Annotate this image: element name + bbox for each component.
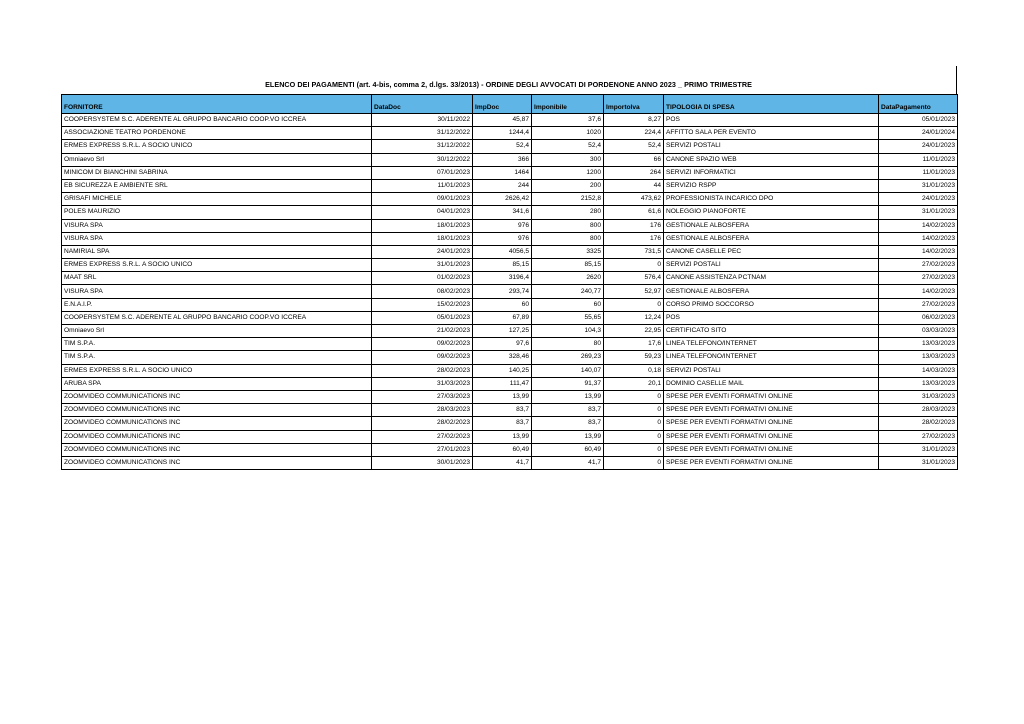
cell-data-doc: 09/02/2023 [372,338,473,351]
cell-tipologia: CORSO PRIMO SOCCORSO [664,298,879,311]
cell-fornitore: GRISAFI MICHELE [62,193,372,206]
document-title: ELENCO DEI PAGAMENTI (art. 4-bis, comma 2, d.lgs. 33/2013) - ORDINE DEGLI AVVOCATI DI PORDENONE ANNO 2023 _ PRIMO TRIMESTRE [265,80,752,89]
cell-imponibile: 52,4 [532,140,604,153]
cell-importo-iva: 731,5 [604,245,664,258]
cell-tipologia: PROFESSIONISTA INCARICO DPO [664,193,879,206]
cell-imp-doc: 52,4 [473,140,532,153]
table-row [62,232,958,245]
cell-tipologia: GESTIONALE ALBOSFERA [664,285,879,298]
cell-data-pagamento: 27/02/2023 [879,272,958,285]
cell-data-doc: 31/01/2023 [372,259,473,272]
cell-importo-iva: 0 [604,404,664,417]
cell-data-doc: 24/01/2023 [372,245,473,258]
cell-fornitore: COOPERSYSTEM S.C. ADERENTE AL GRUPPO BANCARIO COOP.VO ICCREA [62,114,372,127]
column-header-importo-iva: ImportoIva [604,95,664,114]
cell-data-pagamento: 14/02/2023 [879,245,958,258]
cell-imp-doc: 83,7 [473,404,532,417]
cell-fornitore: Omniaevo Srl [62,153,372,166]
cell-data-doc: 21/02/2023 [372,325,473,338]
cell-tipologia: CANONE CASELLE PEC [664,245,879,258]
cell-importo-iva: 0 [604,443,664,456]
cell-fornitore: MINICOM DI BIANCHINI SABRINA [62,166,372,179]
table-row [62,338,958,351]
cell-tipologia: DOMINIO CASELLE MAIL [664,377,879,390]
column-header-tipologia: TIPOLOGIA DI SPESA [664,95,879,114]
cell-importo-iva: 576,4 [604,272,664,285]
cell-fornitore: VISURA SPA [62,232,372,245]
column-header-data-pagamento: DataPagamento [879,95,958,114]
cell-tipologia: SPESE PER EVENTI FORMATIVI ONLINE [664,417,879,430]
cell-importo-iva: 22,95 [604,325,664,338]
cell-imp-doc: 2626,42 [473,193,532,206]
table-row [62,364,958,377]
cell-imponibile: 2152,8 [532,193,604,206]
cell-fornitore: ZOOMVIDEO COMMUNICATIONS INC [62,404,372,417]
cell-data-pagamento: 05/01/2023 [879,114,958,127]
cell-imp-doc: 13,99 [473,390,532,403]
cell-imp-doc: 13,99 [473,430,532,443]
table-row [62,245,958,258]
cell-importo-iva: 12,24 [604,311,664,324]
table-row [62,285,958,298]
cell-imp-doc: 976 [473,219,532,232]
cell-data-doc: 09/01/2023 [372,193,473,206]
cell-data-pagamento: 14/02/2023 [879,232,958,245]
cell-imponibile: 60,49 [532,443,604,456]
cell-data-pagamento: 14/03/2023 [879,364,958,377]
column-header-imp-doc: ImpDoc [473,95,532,114]
cell-tipologia: LINEA TELEFONO/INTERNET [664,351,879,364]
cell-data-pagamento: 31/01/2023 [879,456,958,469]
cell-imponibile: 13,99 [532,390,604,403]
cell-data-doc: 28/03/2023 [372,404,473,417]
cell-data-doc: 04/01/2023 [372,206,473,219]
cell-imp-doc: 60 [473,298,532,311]
cell-importo-iva: 8,27 [604,114,664,127]
cell-tipologia: POS [664,311,879,324]
cell-data-doc: 27/03/2023 [372,390,473,403]
cell-importo-iva: 17,6 [604,338,664,351]
payments-table [61,94,958,470]
table-row [62,206,958,219]
cell-tipologia: GESTIONALE ALBOSFERA [664,232,879,245]
cell-imponibile: 83,7 [532,404,604,417]
cell-imp-doc: 328,46 [473,351,532,364]
cell-imp-doc: 127,25 [473,325,532,338]
table-row [62,417,958,430]
cell-data-pagamento: 31/01/2023 [879,443,958,456]
cell-tipologia: CERTIFICATO SITO [664,325,879,338]
cell-importo-iva: 176 [604,219,664,232]
table-header-row [62,95,958,114]
cell-tipologia: SERVIZI POSTALI [664,259,879,272]
cell-data-doc: 18/01/2023 [372,232,473,245]
cell-fornitore: ZOOMVIDEO COMMUNICATIONS INC [62,443,372,456]
cell-data-pagamento: 11/01/2023 [879,153,958,166]
cell-data-doc: 08/02/2023 [372,285,473,298]
cell-imponibile: 85,15 [532,259,604,272]
cell-imponibile: 83,7 [532,417,604,430]
cell-importo-iva: 0 [604,259,664,272]
cell-data-doc: 31/03/2023 [372,377,473,390]
cell-importo-iva: 52,4 [604,140,664,153]
cell-fornitore: NAMIRIAL SPA [62,245,372,258]
table-row [62,351,958,364]
cell-importo-iva: 473,62 [604,193,664,206]
cell-tipologia: SPESE PER EVENTI FORMATIVI ONLINE [664,456,879,469]
cell-data-pagamento: 31/01/2023 [879,179,958,192]
cell-imponibile: 55,65 [532,311,604,324]
cell-imponibile: 80 [532,338,604,351]
cell-data-pagamento: 13/03/2023 [879,377,958,390]
cell-imponibile: 60 [532,298,604,311]
cell-data-doc: 27/01/2023 [372,443,473,456]
cell-imponibile: 280 [532,206,604,219]
cell-data-doc: 09/02/2023 [372,351,473,364]
cell-data-pagamento: 31/01/2023 [879,206,958,219]
cell-data-doc: 30/12/2022 [372,153,473,166]
cell-data-doc: 11/01/2023 [372,179,473,192]
table-body [62,114,958,470]
cell-imp-doc: 60,49 [473,443,532,456]
cell-data-doc: 27/02/2023 [372,430,473,443]
cell-fornitore: VISURA SPA [62,219,372,232]
cell-importo-iva: 0 [604,456,664,469]
cell-importo-iva: 0 [604,430,664,443]
cell-fornitore: E.N.A.I.P. [62,298,372,311]
cell-data-pagamento: 28/02/2023 [879,417,958,430]
cell-data-pagamento: 03/03/2023 [879,325,958,338]
cell-importo-iva: 52,97 [604,285,664,298]
cell-imponibile: 2620 [532,272,604,285]
cell-tipologia: SPESE PER EVENTI FORMATIVI ONLINE [664,443,879,456]
table-row [62,114,958,127]
cell-imponibile: 800 [532,219,604,232]
cell-imp-doc: 111,47 [473,377,532,390]
cell-fornitore: TIM S.P.A. [62,351,372,364]
cell-imponibile: 104,3 [532,325,604,338]
cell-fornitore: ARUBA SPA [62,377,372,390]
cell-data-pagamento: 28/03/2023 [879,404,958,417]
cell-fornitore: MAAT SRL [62,272,372,285]
table-row [62,140,958,153]
cell-imp-doc: 3196,4 [473,272,532,285]
cell-tipologia: CANONE ASSISTENZA PCTNAM [664,272,879,285]
cell-data-pagamento: 14/02/2023 [879,219,958,232]
cell-tipologia: AFFITTO SALA PER EVENTO [664,127,879,140]
table-row [62,272,958,285]
cell-fornitore: ZOOMVIDEO COMMUNICATIONS INC [62,390,372,403]
cell-imponibile: 200 [532,179,604,192]
cell-imp-doc: 4056,5 [473,245,532,258]
cell-importo-iva: 0,18 [604,364,664,377]
table-row [62,390,958,403]
cell-imp-doc: 83,7 [473,417,532,430]
cell-data-pagamento: 13/03/2023 [879,351,958,364]
cell-tipologia: SERVIZI INFORMATICI [664,166,879,179]
cell-importo-iva: 66 [604,153,664,166]
cell-data-pagamento: 27/02/2023 [879,298,958,311]
table-row [62,259,958,272]
cell-imponibile: 91,37 [532,377,604,390]
cell-imponibile: 3325 [532,245,604,258]
cell-data-doc: 28/02/2023 [372,364,473,377]
cell-imp-doc: 97,6 [473,338,532,351]
cell-data-pagamento: 31/03/2023 [879,390,958,403]
column-header-fornitore: FORNITORE [62,95,372,114]
cell-imp-doc: 67,89 [473,311,532,324]
cell-imp-doc: 293,74 [473,285,532,298]
cell-imponibile: 1020 [532,127,604,140]
cell-tipologia: LINEA TELEFONO/INTERNET [664,338,879,351]
table-row [62,166,958,179]
cell-data-pagamento: 14/02/2023 [879,285,958,298]
cell-fornitore: EB SICUREZZA E AMBIENTE SRL [62,179,372,192]
cell-data-doc: 01/02/2023 [372,272,473,285]
cell-imponibile: 41,7 [532,456,604,469]
cell-imponibile: 240,77 [532,285,604,298]
column-header-imponibile: Imponibile [532,95,604,114]
table-row [62,311,958,324]
cell-data-pagamento: 27/02/2023 [879,259,958,272]
cell-data-doc: 18/01/2023 [372,219,473,232]
cell-importo-iva: 264 [604,166,664,179]
cell-fornitore: ZOOMVIDEO COMMUNICATIONS INC [62,456,372,469]
cell-importo-iva: 0 [604,417,664,430]
cell-fornitore: VISURA SPA [62,285,372,298]
cell-fornitore: ERMES EXPRESS S.R.L. A SOCIO UNICO [62,259,372,272]
cell-data-pagamento: 24/01/2023 [879,140,958,153]
cell-fornitore: POLES MAURIZIO [62,206,372,219]
cell-data-pagamento: 06/02/2023 [879,311,958,324]
cell-data-pagamento: 27/02/2023 [879,430,958,443]
cell-imponibile: 37,6 [532,114,604,127]
cell-tipologia: NOLEGGIO PIANOFORTE [664,206,879,219]
cell-tipologia: GESTIONALE ALBOSFERA [664,219,879,232]
cell-tipologia: SPESE PER EVENTI FORMATIVI ONLINE [664,404,879,417]
cell-tipologia: SPESE PER EVENTI FORMATIVI ONLINE [664,430,879,443]
cell-data-pagamento: 24/01/2023 [879,193,958,206]
cell-imponibile: 300 [532,153,604,166]
cell-tipologia: SERVIZIO RSPP [664,179,879,192]
cell-data-doc: 31/12/2022 [372,127,473,140]
cell-fornitore: ASSOCIAZIONE TEATRO PORDENONE [62,127,372,140]
cell-fornitore: ERMES EXPRESS S.R.L. A SOCIO UNICO [62,364,372,377]
cell-data-pagamento: 13/03/2023 [879,338,958,351]
cell-tipologia: POS [664,114,879,127]
table-row [62,404,958,417]
column-header-data-doc: DataDoc [372,95,473,114]
cell-imponibile: 269,23 [532,351,604,364]
cell-imp-doc: 140,25 [473,364,532,377]
cell-importo-iva: 224,4 [604,127,664,140]
table-row [62,456,958,469]
sheet-border-line [956,66,957,94]
cell-imponibile: 800 [532,232,604,245]
cell-imp-doc: 1244,4 [473,127,532,140]
cell-imp-doc: 976 [473,232,532,245]
cell-fornitore: Omniaevo Srl [62,325,372,338]
table-row [62,298,958,311]
cell-data-pagamento: 11/01/2023 [879,166,958,179]
cell-tipologia: CANONE SPAZIO WEB [664,153,879,166]
cell-importo-iva: 176 [604,232,664,245]
table-row [62,127,958,140]
table-row [62,179,958,192]
cell-imp-doc: 85,15 [473,259,532,272]
cell-data-pagamento: 24/01/2024 [879,127,958,140]
cell-fornitore: TIM S.P.A. [62,338,372,351]
table-row [62,325,958,338]
cell-fornitore: COOPERSYSTEM S.C. ADERENTE AL GRUPPO BANCARIO COOP.VO ICCREA [62,311,372,324]
cell-imp-doc: 45,87 [473,114,532,127]
cell-imponibile: 13,99 [532,430,604,443]
cell-importo-iva: 59,23 [604,351,664,364]
cell-data-doc: 30/01/2023 [372,456,473,469]
table-row [62,443,958,456]
cell-data-doc: 15/02/2023 [372,298,473,311]
cell-data-doc: 05/01/2023 [372,311,473,324]
cell-imp-doc: 341,6 [473,206,532,219]
cell-data-doc: 31/12/2022 [372,140,473,153]
cell-fornitore: ZOOMVIDEO COMMUNICATIONS INC [62,430,372,443]
cell-imp-doc: 244 [473,179,532,192]
cell-imp-doc: 1464 [473,166,532,179]
cell-imponibile: 1200 [532,166,604,179]
cell-importo-iva: 44 [604,179,664,192]
cell-tipologia: SPESE PER EVENTI FORMATIVI ONLINE [664,390,879,403]
cell-imp-doc: 41,7 [473,456,532,469]
cell-fornitore: ERMES EXPRESS S.R.L. A SOCIO UNICO [62,140,372,153]
table-row [62,153,958,166]
cell-importo-iva: 0 [604,390,664,403]
cell-data-doc: 28/02/2023 [372,417,473,430]
cell-data-doc: 07/01/2023 [372,166,473,179]
cell-importo-iva: 20,1 [604,377,664,390]
table-row [62,430,958,443]
cell-data-doc: 30/11/2022 [372,114,473,127]
cell-imp-doc: 366 [473,153,532,166]
cell-imponibile: 140,07 [532,364,604,377]
table-row [62,219,958,232]
cell-tipologia: SERVIZI POSTALI [664,140,879,153]
cell-importo-iva: 0 [604,298,664,311]
cell-tipologia: SERVIZI POSTALI [664,364,879,377]
table-row [62,193,958,206]
table-row [62,377,958,390]
cell-importo-iva: 61,6 [604,206,664,219]
cell-fornitore: ZOOMVIDEO COMMUNICATIONS INC [62,417,372,430]
